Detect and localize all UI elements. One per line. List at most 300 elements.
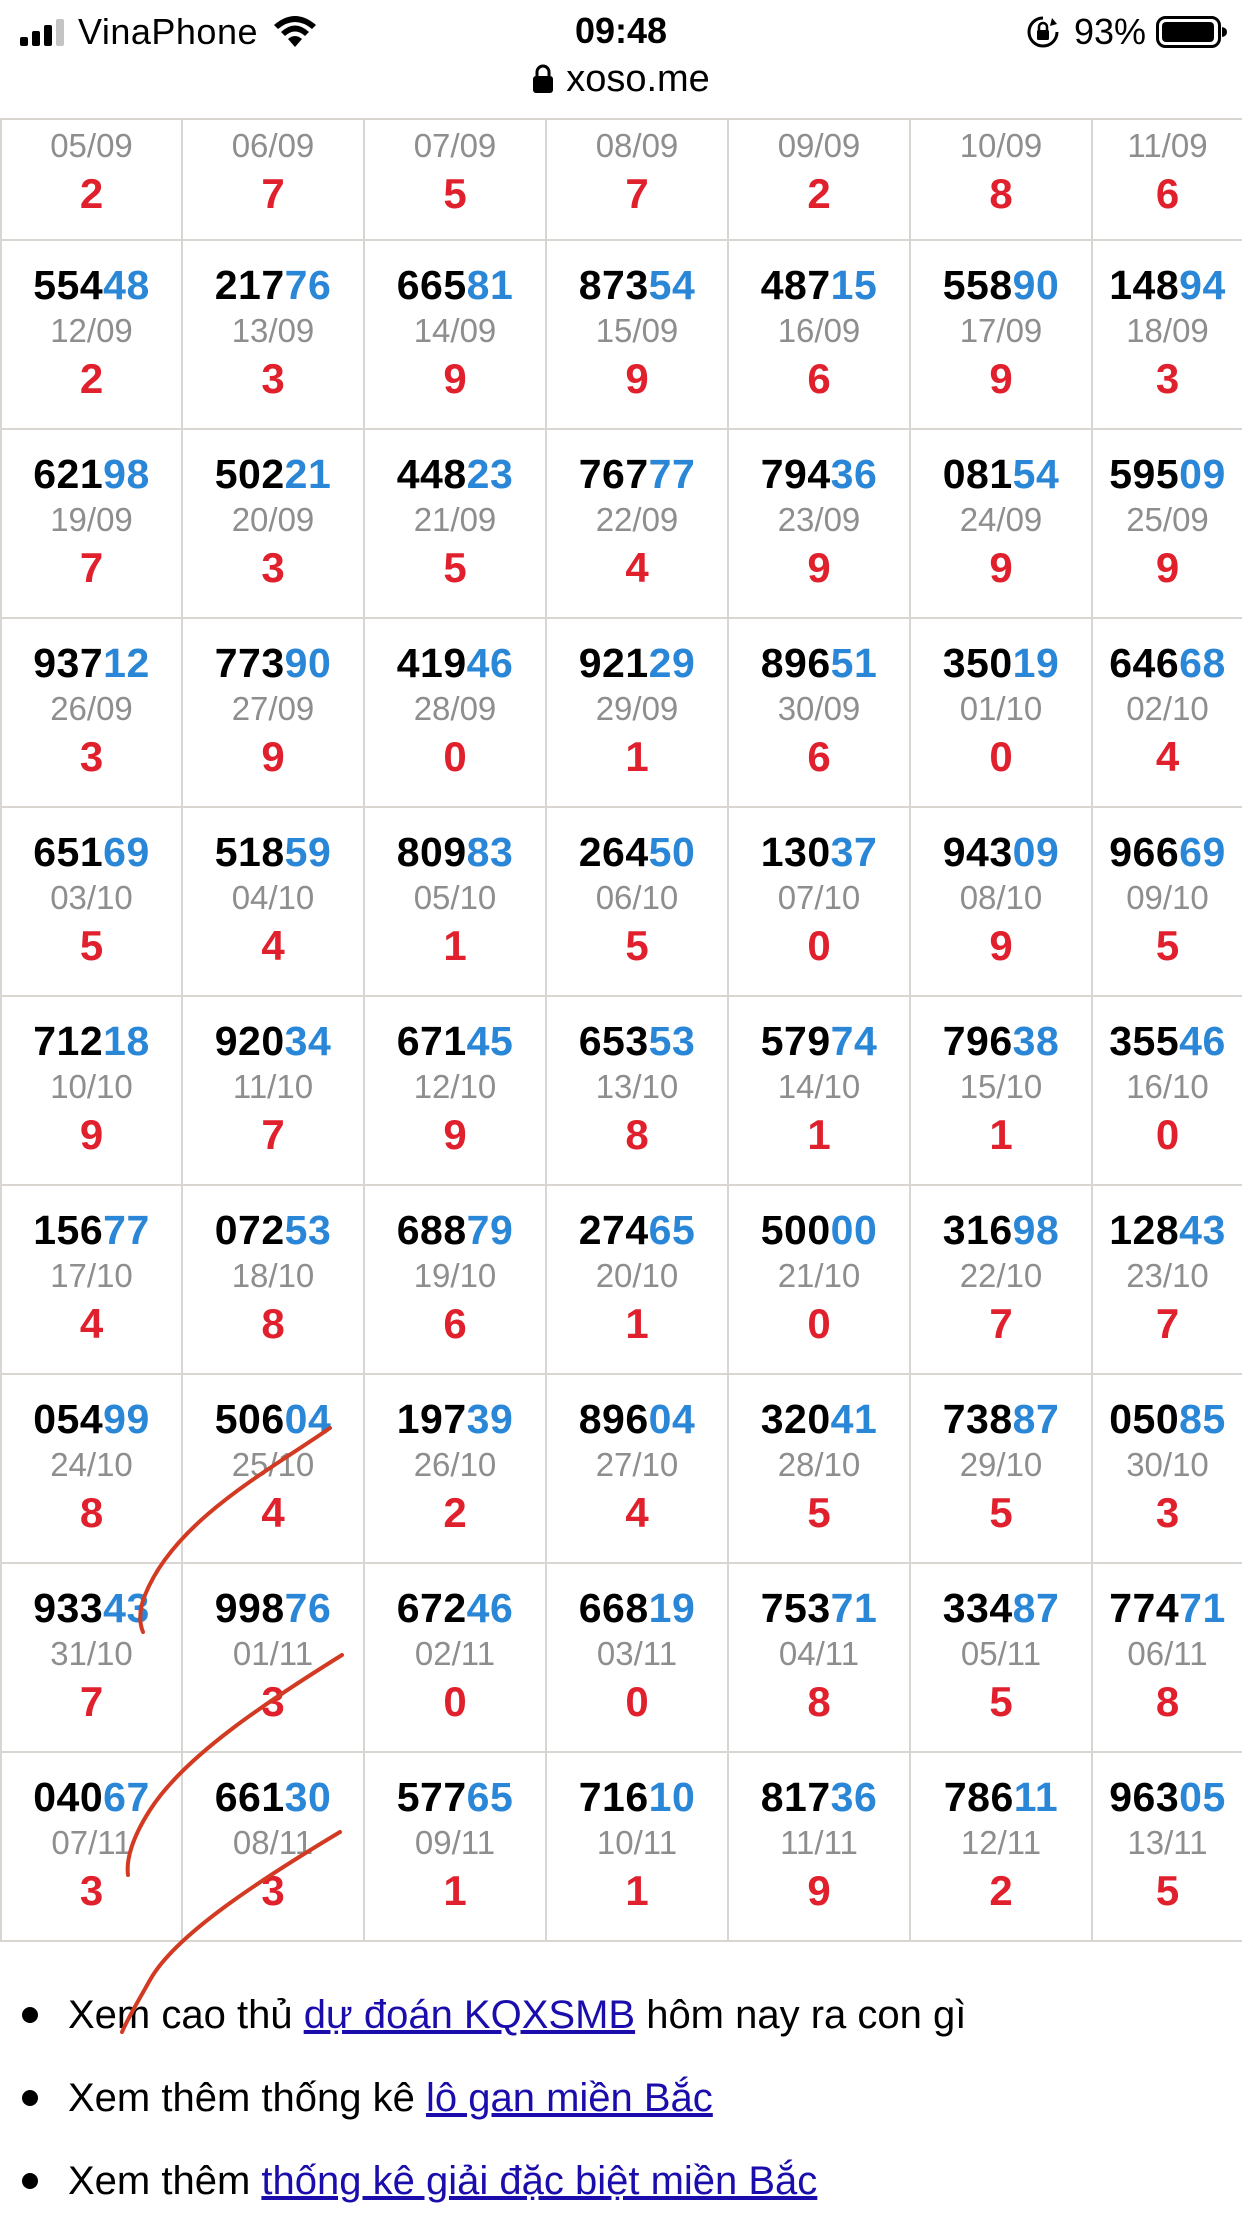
number-tail: 10 xyxy=(648,1774,696,1820)
last-digit: 3 xyxy=(261,355,285,402)
draw-date: 08/11 xyxy=(232,1824,314,1861)
result-cell xyxy=(182,240,364,429)
last-digit: 3 xyxy=(1155,1489,1180,1536)
result-cell xyxy=(546,1374,728,1563)
related-link[interactable]: dự đoán KQXSMB xyxy=(303,1993,636,2037)
draw-date: 14/09 xyxy=(413,312,497,349)
special-prize-number xyxy=(183,828,363,876)
last-digit: 3 xyxy=(1155,355,1180,402)
result-cell xyxy=(1,1752,182,1941)
draw-date: 11/10 xyxy=(232,1068,314,1105)
last-digit: 3 xyxy=(79,1867,104,1914)
special-prize-number xyxy=(1093,1395,1242,1443)
url-text: xoso.me xyxy=(566,58,710,100)
special-prize-number xyxy=(1093,1773,1242,1821)
number-tail: 65 xyxy=(648,1207,696,1253)
draw-date: 19/10 xyxy=(413,1257,497,1294)
draw-date: 29/10 xyxy=(959,1446,1043,1483)
result-cell xyxy=(546,807,728,996)
result-cell xyxy=(1,240,182,429)
special-prize-number xyxy=(729,1206,909,1254)
last-digit: 7 xyxy=(261,170,285,217)
number-tail: 54 xyxy=(1012,451,1060,497)
number-head: 963 xyxy=(1109,1774,1180,1820)
special-prize-number xyxy=(547,450,727,498)
number-tail: 83 xyxy=(466,829,514,875)
number-tail: 98 xyxy=(1012,1207,1060,1253)
battery-icon xyxy=(1156,16,1228,48)
special-prize-number xyxy=(2,1206,181,1254)
last-digit: 2 xyxy=(807,170,831,217)
result-cell xyxy=(182,1185,364,1374)
result-cell xyxy=(1,119,182,240)
number-head: 081 xyxy=(942,451,1013,497)
result-cell xyxy=(1092,618,1242,807)
special-prize-number xyxy=(183,1017,363,1065)
last-digit: 4 xyxy=(79,1300,104,1347)
result-cell xyxy=(182,618,364,807)
clock: 09:48 xyxy=(574,10,668,51)
draw-date: 22/10 xyxy=(959,1257,1043,1294)
number-head: 668 xyxy=(578,1585,649,1631)
number-tail: 36 xyxy=(830,1774,878,1820)
special-prize-number xyxy=(547,639,727,687)
result-cell xyxy=(1,618,182,807)
result-cell xyxy=(910,1563,1092,1752)
number-tail: 87 xyxy=(1012,1585,1060,1631)
special-prize-number xyxy=(1093,1206,1242,1254)
last-digit: 0 xyxy=(625,1678,649,1725)
number-head: 128 xyxy=(1109,1207,1180,1253)
draw-date: 15/09 xyxy=(595,312,679,349)
last-digit: 5 xyxy=(989,1489,1013,1536)
number-tail: 76 xyxy=(284,262,332,308)
number-head: 148 xyxy=(1109,262,1180,308)
number-tail: 98 xyxy=(103,451,150,497)
padlock-icon xyxy=(532,64,554,94)
number-tail: 46 xyxy=(466,1585,514,1631)
last-digit: 7 xyxy=(989,1300,1013,1347)
result-cell xyxy=(910,996,1092,1185)
draw-date: 11/11 xyxy=(780,1824,858,1861)
result-cell xyxy=(728,1563,910,1752)
special-prize-number xyxy=(183,1773,363,1821)
draw-date: 20/10 xyxy=(595,1257,679,1294)
special-prize-number xyxy=(365,261,545,309)
last-digit: 5 xyxy=(443,170,467,217)
result-cell xyxy=(182,119,364,240)
result-cell xyxy=(1092,1752,1242,1941)
number-tail: 18 xyxy=(103,1018,150,1064)
special-prize-number xyxy=(911,261,1091,309)
special-prize-number xyxy=(729,1395,909,1443)
result-cell xyxy=(364,429,546,618)
draw-date: 02/10 xyxy=(1126,690,1209,727)
result-cell xyxy=(728,119,910,240)
number-tail: 99 xyxy=(103,1396,150,1442)
table-row xyxy=(1,429,1242,618)
result-cell xyxy=(364,1374,546,1563)
last-digit: 1 xyxy=(807,1111,831,1158)
number-head: 558 xyxy=(942,262,1013,308)
draw-date: 23/10 xyxy=(1126,1257,1209,1294)
number-tail: 15 xyxy=(830,262,878,308)
number-head: 316 xyxy=(942,1207,1013,1253)
draw-date: 06/09 xyxy=(231,127,315,164)
draw-date: 25/09 xyxy=(1126,501,1209,538)
draw-date: 16/10 xyxy=(1126,1068,1209,1105)
draw-date: 24/09 xyxy=(959,501,1043,538)
draw-date: 14/10 xyxy=(777,1068,861,1105)
result-cell xyxy=(1,429,182,618)
number-head: 334 xyxy=(942,1585,1013,1631)
draw-date: 04/10 xyxy=(231,879,315,916)
number-tail: 53 xyxy=(648,1018,696,1064)
related-link[interactable]: lô gan miền Bắc xyxy=(425,2076,713,2120)
special-prize-number xyxy=(2,639,181,687)
last-digit: 0 xyxy=(807,922,831,969)
special-prize-number xyxy=(365,1206,545,1254)
special-prize-number xyxy=(729,1584,909,1632)
number-tail: 46 xyxy=(466,640,514,686)
result-cell xyxy=(910,429,1092,618)
result-cell xyxy=(1,996,182,1185)
last-digit: 3 xyxy=(261,1678,285,1725)
draw-date: 17/09 xyxy=(959,312,1043,349)
number-head: 054 xyxy=(33,1396,104,1442)
number-head: 716 xyxy=(578,1774,649,1820)
last-digit: 2 xyxy=(79,355,104,402)
draw-date: 01/11 xyxy=(232,1635,314,1672)
result-cell xyxy=(364,807,546,996)
special-prize-number xyxy=(1093,1584,1242,1632)
last-digit: 9 xyxy=(807,1867,831,1914)
last-digit: 8 xyxy=(625,1111,649,1158)
number-tail: 54 xyxy=(648,262,696,308)
number-head: 518 xyxy=(214,829,285,875)
last-digit: 6 xyxy=(1155,170,1180,217)
last-digit: 4 xyxy=(625,1489,649,1536)
last-digit: 9 xyxy=(443,1111,467,1158)
special-prize-number xyxy=(183,261,363,309)
number-head: 653 xyxy=(578,1018,649,1064)
number-tail: 87 xyxy=(1012,1396,1060,1442)
number-head: 809 xyxy=(396,829,467,875)
number-tail: 69 xyxy=(1179,829,1226,875)
link-suffix-text: hôm nay ra con gì xyxy=(635,1993,967,2037)
result-cell xyxy=(364,1185,546,1374)
number-head: 933 xyxy=(33,1585,104,1631)
number-tail: 68 xyxy=(1179,640,1226,686)
number-head: 156 xyxy=(33,1207,104,1253)
result-cell xyxy=(728,618,910,807)
special-prize-number xyxy=(729,828,909,876)
number-head: 920 xyxy=(214,1018,285,1064)
result-cell xyxy=(1,1563,182,1752)
related-link[interactable]: thống kê giải đặc biệt miền Bắc xyxy=(261,2159,818,2203)
draw-date: 13/10 xyxy=(595,1068,679,1105)
result-cell xyxy=(546,429,728,618)
result-cell xyxy=(728,807,910,996)
last-digit: 6 xyxy=(443,1300,467,1347)
number-head: 355 xyxy=(1109,1018,1180,1064)
draw-date: 04/11 xyxy=(778,1635,860,1672)
result-cell xyxy=(910,240,1092,429)
special-prize-number xyxy=(1093,828,1242,876)
last-digit: 8 xyxy=(989,170,1013,217)
last-digit: 4 xyxy=(1155,733,1180,780)
number-head: 579 xyxy=(760,1018,831,1064)
result-cell xyxy=(182,1752,364,1941)
number-tail: 94 xyxy=(1179,262,1226,308)
number-head: 896 xyxy=(760,640,831,686)
last-digit: 2 xyxy=(443,1489,467,1536)
number-head: 502 xyxy=(214,451,285,497)
last-digit: 5 xyxy=(79,922,104,969)
table-row xyxy=(1,240,1242,429)
number-tail: 46 xyxy=(1179,1018,1226,1064)
draw-date: 12/10 xyxy=(413,1068,497,1105)
number-tail: 19 xyxy=(1012,640,1060,686)
number-head: 448 xyxy=(396,451,467,497)
number-head: 506 xyxy=(214,1396,285,1442)
special-prize-number xyxy=(2,1773,181,1821)
table-row xyxy=(1,807,1242,996)
number-tail: 30 xyxy=(284,1774,332,1820)
number-tail: 43 xyxy=(103,1585,150,1631)
draw-date: 28/09 xyxy=(413,690,497,727)
result-cell xyxy=(546,996,728,1185)
status-right xyxy=(1026,10,1228,54)
last-digit: 9 xyxy=(261,733,285,780)
draw-date: 05/09 xyxy=(50,127,133,164)
number-tail: 11 xyxy=(1013,1774,1059,1820)
table-row xyxy=(1,1374,1242,1563)
draw-date: 31/10 xyxy=(50,1635,133,1672)
special-prize-number xyxy=(183,1584,363,1632)
special-prize-number xyxy=(183,1206,363,1254)
draw-date: 11/09 xyxy=(1127,127,1208,164)
result-cell xyxy=(910,1374,1092,1563)
number-head: 595 xyxy=(1109,451,1180,497)
number-head: 753 xyxy=(760,1585,831,1631)
last-digit: 5 xyxy=(1155,1867,1180,1914)
last-digit: 3 xyxy=(261,544,285,591)
number-tail: 38 xyxy=(1012,1018,1060,1064)
last-digit: 1 xyxy=(625,1300,649,1347)
last-digit: 9 xyxy=(1155,544,1180,591)
special-prize-number xyxy=(183,1395,363,1443)
number-head: 050 xyxy=(1109,1396,1180,1442)
result-cell xyxy=(910,1752,1092,1941)
last-digit: 1 xyxy=(625,1867,649,1914)
address-bar[interactable] xyxy=(0,58,1242,101)
special-prize-number xyxy=(1093,261,1242,309)
table-row xyxy=(1,1752,1242,1941)
special-prize-number xyxy=(547,1017,727,1065)
link-prefix-text: Xem thêm xyxy=(68,2159,262,2203)
last-digit: 8 xyxy=(79,1489,104,1536)
special-prize-number xyxy=(1093,639,1242,687)
link-prefix-text: Xem cao thủ xyxy=(68,1993,304,2037)
number-tail: 51 xyxy=(830,640,878,686)
draw-date: 26/10 xyxy=(413,1446,497,1483)
draw-date: 24/10 xyxy=(50,1446,133,1483)
special-prize-number xyxy=(365,1773,545,1821)
last-digit: 8 xyxy=(807,1678,831,1725)
draw-date: 21/09 xyxy=(413,501,497,538)
number-head: 040 xyxy=(33,1774,104,1820)
number-tail: 81 xyxy=(466,262,514,308)
special-prize-number xyxy=(2,1395,181,1443)
result-cell xyxy=(728,429,910,618)
result-cell xyxy=(1,1185,182,1374)
link-prefix-text: Xem thêm thống kê xyxy=(68,2076,426,2120)
result-cell xyxy=(728,1752,910,1941)
draw-date: 28/10 xyxy=(777,1446,861,1483)
result-cell xyxy=(1,807,182,996)
number-tail: 39 xyxy=(466,1396,514,1442)
number-tail: 36 xyxy=(830,451,878,497)
special-prize-number xyxy=(1093,1017,1242,1065)
number-head: 646 xyxy=(1109,640,1180,686)
number-head: 794 xyxy=(760,451,831,497)
special-prize-number xyxy=(729,639,909,687)
draw-date: 21/10 xyxy=(777,1257,861,1294)
number-tail: 41 xyxy=(830,1396,878,1442)
special-prize-number xyxy=(729,1773,909,1821)
number-tail: 45 xyxy=(466,1018,514,1064)
number-head: 796 xyxy=(942,1018,1013,1064)
table-row xyxy=(1,1563,1242,1752)
last-digit: 5 xyxy=(807,1489,831,1536)
number-tail: 12 xyxy=(103,640,150,686)
draw-date: 12/09 xyxy=(50,312,133,349)
result-cell xyxy=(1092,119,1242,240)
draw-date: 23/09 xyxy=(777,501,861,538)
last-digit: 3 xyxy=(79,733,104,780)
result-cell xyxy=(1092,240,1242,429)
number-tail: 21 xyxy=(284,451,332,497)
number-head: 998 xyxy=(214,1585,285,1631)
number-head: 577 xyxy=(396,1774,467,1820)
special-prize-number xyxy=(365,1395,545,1443)
number-head: 896 xyxy=(578,1396,649,1442)
draw-date: 09/09 xyxy=(777,127,861,164)
last-digit: 4 xyxy=(625,544,649,591)
number-head: 966 xyxy=(1109,829,1180,875)
draw-date: 20/09 xyxy=(231,501,315,538)
number-head: 264 xyxy=(578,829,649,875)
last-digit: 9 xyxy=(79,1111,104,1158)
number-tail: 04 xyxy=(284,1396,332,1442)
last-digit: 1 xyxy=(443,1867,467,1914)
last-digit: 5 xyxy=(1155,922,1180,969)
draw-date: 07/11 xyxy=(51,1824,132,1861)
result-cell xyxy=(546,1563,728,1752)
number-tail: 71 xyxy=(830,1585,878,1631)
draw-date: 10/10 xyxy=(50,1068,133,1105)
result-cell xyxy=(546,1185,728,1374)
result-cell xyxy=(728,1374,910,1563)
number-tail: 34 xyxy=(284,1018,332,1064)
draw-date: 29/09 xyxy=(595,690,679,727)
number-tail: 90 xyxy=(1012,262,1060,308)
number-head: 217 xyxy=(214,262,285,308)
last-digit: 2 xyxy=(989,1867,1013,1914)
special-prize-number xyxy=(729,1017,909,1065)
number-head: 274 xyxy=(578,1207,649,1253)
result-cell xyxy=(364,1563,546,1752)
number-tail: 77 xyxy=(103,1207,150,1253)
result-cell xyxy=(546,119,728,240)
draw-date: 03/10 xyxy=(50,879,133,916)
special-prize-number xyxy=(911,1584,1091,1632)
number-head: 500 xyxy=(760,1207,831,1253)
last-digit: 7 xyxy=(261,1111,285,1158)
special-prize-number xyxy=(365,828,545,876)
last-digit: 8 xyxy=(261,1300,285,1347)
number-tail: 76 xyxy=(284,1585,332,1631)
table-row xyxy=(1,119,1242,240)
number-head: 554 xyxy=(33,262,104,308)
number-head: 767 xyxy=(578,451,649,497)
special-prize-number xyxy=(2,261,181,309)
special-prize-number xyxy=(911,1017,1091,1065)
number-head: 651 xyxy=(33,829,104,875)
battery-percentage: 93% xyxy=(1073,11,1146,52)
last-digit: 1 xyxy=(989,1111,1013,1158)
special-prize-number xyxy=(547,1395,727,1443)
special-prize-number xyxy=(365,450,545,498)
draw-date: 02/11 xyxy=(414,1635,496,1672)
draw-date: 13/09 xyxy=(231,312,315,349)
number-tail: 29 xyxy=(648,640,696,686)
last-digit: 9 xyxy=(989,922,1013,969)
draw-date: 25/10 xyxy=(231,1446,315,1483)
number-tail: 05 xyxy=(1179,1774,1226,1820)
number-tail: 50 xyxy=(648,829,696,875)
number-tail: 37 xyxy=(830,829,878,875)
number-head: 320 xyxy=(760,1396,831,1442)
draw-date: 22/09 xyxy=(595,501,679,538)
number-head: 661 xyxy=(214,1774,285,1820)
number-tail: 09 xyxy=(1012,829,1060,875)
draw-date: 13/11 xyxy=(1127,1824,1208,1861)
last-digit: 7 xyxy=(79,1678,104,1725)
draw-date: 27/10 xyxy=(595,1446,679,1483)
number-head: 487 xyxy=(760,262,831,308)
last-digit: 7 xyxy=(79,544,104,591)
number-tail: 09 xyxy=(1179,451,1226,497)
special-prize-number xyxy=(547,261,727,309)
result-cell xyxy=(910,1185,1092,1374)
number-tail: 79 xyxy=(466,1207,514,1253)
link-list-item xyxy=(0,2151,1242,2234)
number-tail: 48 xyxy=(103,262,150,308)
number-head: 712 xyxy=(33,1018,104,1064)
number-tail: 69 xyxy=(103,829,150,875)
result-cell xyxy=(1092,996,1242,1185)
number-tail: 59 xyxy=(284,829,332,875)
draw-date: 01/10 xyxy=(959,690,1043,727)
number-head: 671 xyxy=(396,1018,467,1064)
number-head: 072 xyxy=(214,1207,285,1253)
special-prize-number xyxy=(547,1773,727,1821)
number-tail: 77 xyxy=(648,451,696,497)
bullet-icon xyxy=(22,2090,38,2106)
last-digit: 6 xyxy=(807,733,831,780)
